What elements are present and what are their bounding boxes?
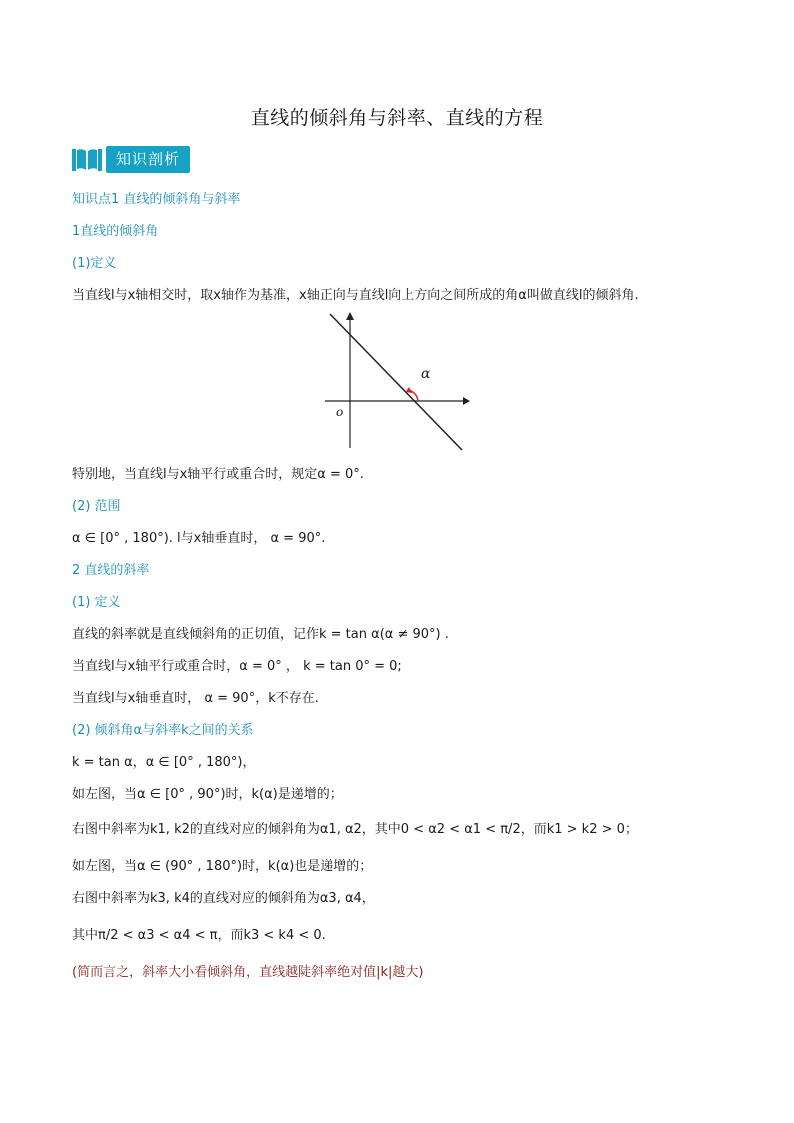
page-title: 直线的倾斜角与斜率、直线的方程 [250, 107, 544, 129]
y-axis-arrow [346, 312, 354, 320]
relation-line-2: 如左图，当α ∈ [0° , 90°)时，k(α)是递增的； [72, 787, 343, 802]
summary-note: (简而言之，斜率大小看倾斜角，直线越陡斜率绝对值|k|越大) [72, 965, 424, 980]
range-text: α ∈ [0° , 180°). l与x轴垂直时， α = 90°. [72, 531, 326, 546]
relation-line-4: 如左图，当α ∈ (90° , 180°)时，k(α)也是递增的； [72, 859, 373, 874]
relation-line-3: 右图中斜率为k1, k2的直线对应的倾斜角为α1, α2，其中0 < α2 < α1 < π/2，而k1 > k2 > 0； [72, 822, 638, 837]
relation-line-6: 其中π/2 < α3 < α4 < π，而k3 < k4 < 0. [72, 928, 326, 943]
angle-label: α [421, 366, 431, 382]
book-icon [72, 147, 102, 173]
relation-heading: (2) 倾斜角α与斜率k之间的关系 [72, 723, 254, 738]
special-case-text: 特别地，当直线l与x轴平行或重合时，规定α = 0°. [72, 467, 364, 482]
x-axis-arrow [463, 397, 470, 405]
inclination-diagram [320, 310, 470, 455]
angle-arrow [406, 387, 412, 393]
slope-definition: 直线的斜率就是直线倾斜角的正切值，记作k = tan α(α ≠ 90°) . [72, 627, 449, 642]
def2-heading: (1) 定义 [72, 595, 121, 610]
relation-line-5: 右图中斜率为k3, k4的直线对应的倾斜角为α3, α4， [72, 891, 375, 906]
range-heading: (2) 范围 [72, 499, 121, 514]
kp1-heading: 知识点1 直线的倾斜角与斜率 [72, 192, 241, 207]
sub2-heading: 2 直线的斜率 [72, 563, 150, 578]
section-banner [72, 145, 190, 174]
section-banner-label: 知识剖析 [106, 146, 190, 173]
def1-heading: (1)定义 [72, 256, 117, 271]
slope-parallel: 当直线l与x轴平行或重合时，α = 0° ， k = tan 0° = 0; [72, 659, 402, 674]
slope-vertical: 当直线l与x轴垂直时， α = 90°，k不存在. [72, 691, 319, 706]
relation-line-1: k = tan α，α ∈ [0° , 180°)， [72, 755, 256, 770]
origin-label: o [336, 405, 344, 419]
def1-text: 当直线l与x轴相交时，取x轴作为基准，x轴正向与直线l向上方向之间所成的角α叫做直线l的倾斜角. [72, 288, 639, 303]
sub1-heading: 1直线的倾斜角 [72, 224, 159, 239]
